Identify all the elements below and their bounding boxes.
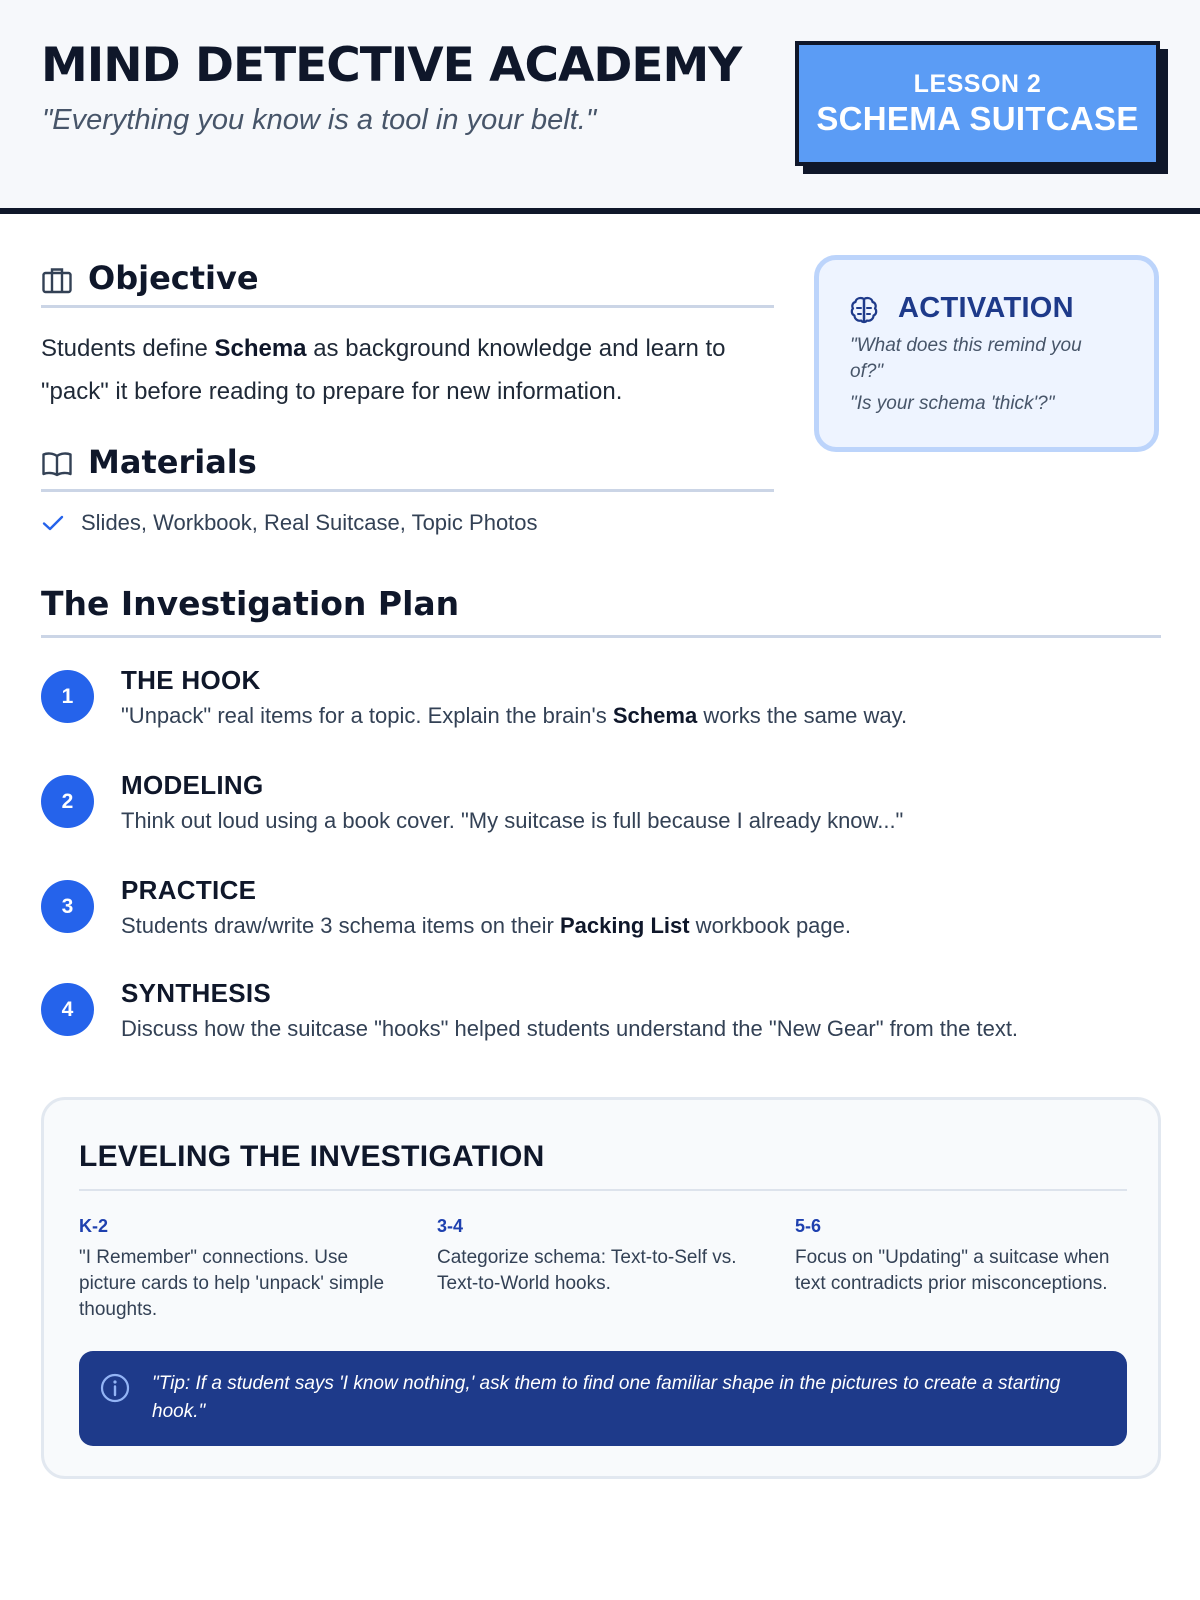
level-column xyxy=(79,1213,409,1323)
objective-text-part: as background knowledge and learn to "pack" it before reading to prepare for new information. xyxy=(41,335,726,405)
step-title: MODELING xyxy=(121,770,264,800)
level-description: Categorize schema: Text-to-Self vs. Text-to-World hooks. xyxy=(437,1247,737,1294)
step-title: SYNTHESIS xyxy=(121,978,272,1008)
divider xyxy=(79,1189,1127,1191)
objective-text xyxy=(41,327,781,413)
step-desc-part: works the same way. xyxy=(697,703,908,728)
step-description xyxy=(121,701,907,731)
step-title: THE HOOK xyxy=(121,665,261,695)
level-description: "I Remember" connections. Use picture cards to help 'unpack' simple thoughts. xyxy=(79,1247,385,1320)
brain-icon xyxy=(848,294,880,326)
objective-title: Objective xyxy=(88,259,259,297)
leveling-card xyxy=(41,1097,1161,1479)
tip-text: "Tip: If a student says 'I know nothing,' ask them to find one familiar shape in the pictures to create a starting hook." xyxy=(152,1373,1061,1422)
activation-question: "What does this remind you of?" xyxy=(850,335,1082,382)
activation-question: "Is your schema 'thick'?" xyxy=(850,393,1055,414)
step-keyword: Schema xyxy=(612,703,698,728)
plan-heading xyxy=(41,582,1161,638)
plan-step xyxy=(41,663,1161,743)
step-description xyxy=(121,911,851,941)
page-title: MIND DETECTIVE ACADEMY xyxy=(41,38,742,93)
step-number-badge: 4 xyxy=(41,983,94,1036)
objective-text-part: Students define xyxy=(41,335,215,362)
check-icon xyxy=(41,511,65,535)
step-desc-part: Discuss how the suitcase "hooks" helped students understand the "New Gear" from the text. xyxy=(121,1016,1019,1041)
step-desc-part: "Unpack" real items for a topic. Explain the brain's xyxy=(121,703,613,728)
book-open-icon xyxy=(41,448,73,480)
leveling-title: LEVELING THE INVESTIGATION xyxy=(79,1140,545,1173)
step-number-badge: 1 xyxy=(41,670,94,723)
briefcase-icon xyxy=(41,264,73,296)
lesson-badge xyxy=(795,41,1160,166)
step-description xyxy=(121,1014,1018,1044)
level-column xyxy=(437,1213,767,1297)
plan-title: The Investigation Plan xyxy=(41,584,460,623)
step-desc-part: Think out loud using a book cover. "My suitcase is full because I already know..." xyxy=(121,808,904,833)
level-grade: 5-6 xyxy=(795,1216,822,1236)
materials-title: Materials xyxy=(88,443,257,481)
materials-heading xyxy=(41,436,774,492)
step-desc-part: workbook page. xyxy=(689,913,851,938)
step-keyword: Packing List xyxy=(559,913,690,938)
activation-card xyxy=(814,255,1159,452)
objective-keyword: Schema xyxy=(214,335,307,362)
step-number-badge: 3 xyxy=(41,880,94,933)
level-grade: K-2 xyxy=(79,1216,109,1236)
plan-step xyxy=(41,768,1161,848)
step-title: PRACTICE xyxy=(121,875,257,905)
level-description: Focus on "Updating" a suitcase when text contradicts prior misconceptions. xyxy=(795,1247,1110,1294)
step-description xyxy=(121,806,903,836)
lesson-number: LESSON 2 xyxy=(913,70,1042,98)
step-desc-part: Students draw/write 3 schema items on their xyxy=(121,913,560,938)
objective-heading xyxy=(41,252,774,308)
page-header xyxy=(0,0,1200,214)
page-motto: "Everything you know is a tool in your belt." xyxy=(42,104,597,136)
info-icon xyxy=(99,1372,131,1404)
tip-banner xyxy=(79,1351,1127,1446)
activation-title: ACTIVATION xyxy=(898,292,1074,324)
level-grade: 3-4 xyxy=(437,1216,464,1236)
plan-step xyxy=(41,873,1161,953)
materials-list: Slides, Workbook, Real Suitcase, Topic Photos xyxy=(81,510,538,535)
level-column xyxy=(795,1213,1125,1297)
lesson-name: SCHEMA SUITCASE xyxy=(816,100,1139,137)
step-number-badge: 2 xyxy=(41,775,94,828)
plan-step xyxy=(41,976,1161,1056)
